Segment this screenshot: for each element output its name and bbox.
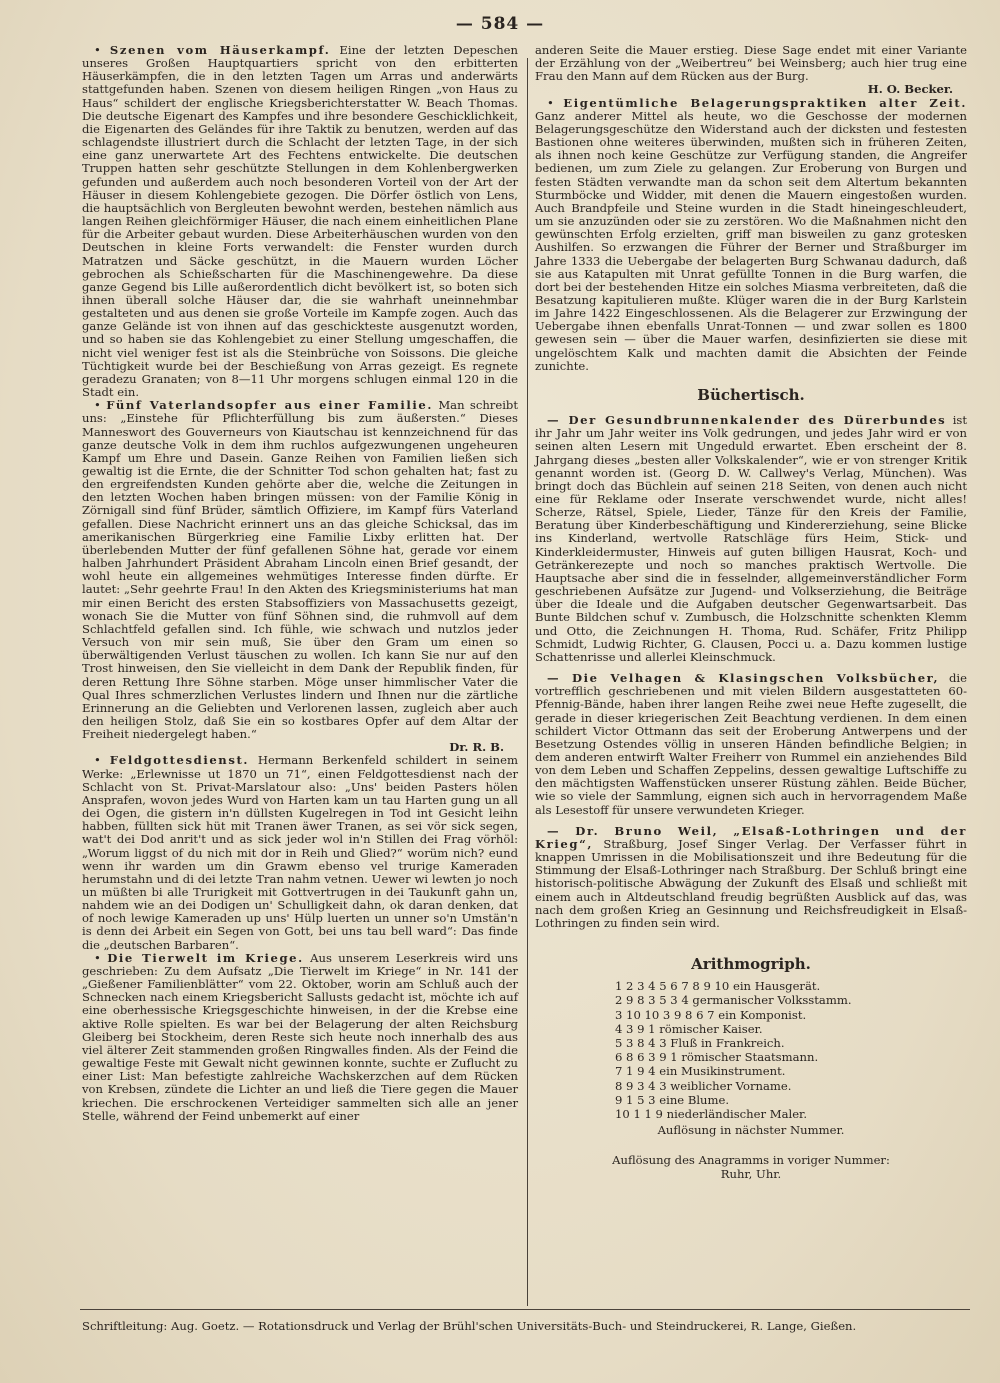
arithmogriph-title: Arithmogriph.: [691, 955, 811, 973]
article-title: Szenen vom Häuserkampf.: [109, 43, 331, 57]
article-tierwelt: • Die Tierwelt im Kriege. Aus unserem Leserkreis wird uns geschrieben: Zu dem Aufsatz „Die Tierwelt im Kriege“ in Nr. 141 der „Gießener Familienblätter“ vom 22. Oktober, worin am Schluß auch der Schnecken nach einem Kriegsbericht Sallusts gedacht ist, möchte ich auf eine oberhessische Kriegsgeschichte hinweisen, in der die Krebse eine aktive Rolle spielten. Es war bei der Belagerung der alten Reichsburg Gleiberg bei Stockheim, deren Reste sich heute noch innerhalb des aus viel älterer Zeit stammenden großen Ringwalles finden. Als der Feind die gewaltige Feste mit Gewalt nicht gewinnen konnte, suchte er Zuflucht zu einer List: Man befestigte zahlreiche Wachskerzchen auf dem Rücken von Krebsen, zündete die Lichter an und ließ die Tiere gegen die Mauer kriechen. Die erschrockenen Verteidiger sammelten sich alle an jener Stelle, während der Feind unbemerkt auf einer: [82, 950, 518, 1123]
article-signature: H. O. Becker.: [867, 82, 953, 97]
article-signature: Dr. R. B.: [449, 740, 504, 755]
arithmogriph-row: 5 3 8 4 3 Fluß in Frankreich.: [615, 1035, 785, 1050]
review-lead: — Dr. Bruno Weil, „Elsaß-Lothringen und der Krieg“,: [535, 823, 967, 851]
section-heading-buechertisch: Büchertisch.: [697, 385, 805, 404]
article-haeuserkampf: • Szenen vom Häuserkampf. Eine der letzten Depeschen unseres Großen Hauptquartiers spricht von den erbitterten Häuserkämpfen, die in den letzten Tagen um Arras und anderwärts stattgefunden haben. Szenen von diesem heiligen Ringen „von Haus zu Haus“ schildert der englische Kriegsberichterstatter W. Beach Thomas. Die deutsche Eigenart des Kampfes und ihre besondere Geschicklichkeit, die Eigenarten des Geländes für ihre Taktik zu benutzen, werden auf das schlagendste illustriert durch die Schlacht der letzten Tage, in der sich eine ganz unerwartete Art des Fechtens entwickelte. Die deutschen Truppen hatten sehr geschützte Stellungen in dem Kohlenbergwerken gefunden und außerdem auch noch besonderen Vorteil von der Art der Häuser in diesem Kohlengebiete gezogen. Die Dörfer östlich von Lens, die hauptsächlich von Bergleuten bewohnt werden, bestehen nämlich aus langen Reihen gleichförmiger Häuser, die nach einem einheitlichen Plane für die Arbeiter gebaut wurden. Diese Arbeiterhäuschen wurden von den Deutschen in kleine Forts verwandelt: die Fenster wurden durch Matratzen und Säcke geschützt, in die Mauern wurden Löcher gebrochen als Schießscharten für die Maschinengewehre. Da diese ganze Gegend bis Lille außerordentlich dicht bevölkert ist, so boten sich ihnen überall solche Häuser dar, die sie wahrhaft uneinnehmbar gestalteten und aus denen sie große Vorteile im Kampfe zogen. Auch das ganze Gelände ist von ihnen auf das geschickteste ausgenutzt worden, und so haben sie das Kohlengebiet zu einer Stellung umgeschaffen, die nicht viel weniger fest ist als die Steinbrüche von Soissons. Die gleiche Tüchtigkeit wurde bei der Beschießung von Arras gezeigt. Es regnete geradezu Granaten; von 8—11 Uhr morgens schlugen einmal 120 in die Stadt ein.: [82, 43, 518, 400]
review-text: Straßburg, Josef Singer Verlag. Der Verfasser führt in knappen Umrissen in die Mobilisationszeit und ihre Bedeutung für die Stimmung der Elsaß-Lothringer nach Straßburg. Der Schluß bringt eine historisch-politische Abwägung der Zukunft des Elsaß und schließt mit einem auch in Altdeutschland freudig begrüßten Ausblick auf das, was nach dem großen Krieg an Gesinnung und Reichsfreudigkeit in Elsaß-Lothringen zu finden sein wird.: [535, 836, 968, 930]
right-column: [535, 44, 967, 1181]
anagram-solution-label: Auflösung des Anagramms in voriger Nummer:: [612, 1153, 890, 1168]
arithmogriph-list: [615, 979, 967, 1121]
arithmogriph-row: 7 1 9 4 ein Musikinstrument.: [615, 1064, 786, 1079]
imprint-footer: Schriftleitung: Aug. Goetz. — Rotationsdruck und Verlag der Brühl'schen Universitäts-Buch- und Steindruckerei, R. Lange, Gießen.: [82, 1319, 857, 1333]
arithmogriph-row: 6 8 6 3 9 1 römischer Staatsmann.: [615, 1050, 819, 1065]
arithmogriph-row: 8 9 3 4 3 weiblicher Vorname.: [615, 1078, 792, 1093]
article-text: Ganz anderer Mittel als heute, wo die Geschosse der modernen Belagerungsgeschütze den Widerstand auch der dicksten und festesten Bastionen ohne weiteres überwinden, mußten sich in früheren Zeiten, als ihnen noch keine Geschütze zur Verfügung standen, die Angreifer bedienen, um zum Ziele zu gelangen. Zur Eroberung von Burgen und festen Städten verwandte man da schon seit dem Altertum bekannten Sturmböcke und Widder, mit denen die Mauern eingestoßen wurden. Auch Brandpfeile und Steine wurden in die Stadt hineingeschleudert, um sie anzuzünden oder sie zu zerstören. Wo die Maßnahmen nicht den gewünschten Erfolg erzielten, griff man bisweilen zu ganz grotesken Aushilfen. So erzwangen die Führer der Berner und Straßburger im Jahre 1333 die Uebergabe der belagerten Burg Schwanau dadurch, daß sie aus Katapulten mit Unrat gefüllte Tonnen in die Burg warfen, die dort bei der bestehenden Hitze ein solches Miasma verbreiteten, daß die Besatzung kapitulieren mußte. Klüger waren die in der Burg Karlstein im Jahre 1422 Eingeschlossenen. Als die Belagerer zur Erzwingung der Uebergabe ihnen ebenfalls Unrat-Tonnen — und zwar sollen es 1800 gewesen sein — über die Mauer warfen, desinfizierten sie diese mit ungelöschtem Kalk und machten damit die Absichten der Feinde zunichte.: [535, 108, 967, 373]
arithmogriph-note: Auflösung in nächster Nummer.: [657, 1123, 845, 1138]
arithmogriph-row: 1 2 3 4 5 6 7 8 9 10 ein Hausgerät.: [615, 979, 821, 994]
review-lead: — Der Gesundbrunnenkalender des Dürerbundes: [547, 413, 947, 428]
book-review-volksbuecher: [535, 672, 967, 817]
book-review-elsass: [535, 825, 967, 930]
article-title: Feldgottesdienst.: [109, 753, 250, 768]
article-title: Eigentümliche Belagerungspraktiken alter Zeit.: [563, 95, 967, 110]
article-feldgottesdienst: • Feldgottesdienst. Hermann Berkenfeld schildert in seinem Werke: „Erlewnisse ut 1870 un 71“, einen Feldgottesdienst nach der Schlacht von St. Privat-Marslatour also: „Uns' beiden Pasters hölen Ansprafen, wovon jedes Wurd von Harten kam un tau Harten gung un all dei Ogen, die gistern in'n düllsten Kugelregen in Tod int Gesicht leihn habben, füllten sick hüt mit Tranen äwer Tranen, as sei vör sick segen, wat't dei Dod anrit't und as sick jeder wol in'n Stillen dei Frag vörhöl: „Worum liggst of du nich mit dor in Reih und Glied?“ worüm nich? eund wenn ihr warden um din Grawm ebenso vel trurige Kameraden herumstahn und di dei letzte Tran nahm vetnen. Uewer wi lewten jo noch un müßten bi alle Trurigkeit mit Gottvertrugen in dei Taukunft gahn un, nahdem wie an dei Dodigen un' Schulligkeit dahn, ok daran denken, dat of noch lewige Kameraden up uns' Hülp luerten un unner so'n Umstän'n is denn dei Arbeit ein Segen von Gott, bei uns tau bell ward“: Das finde die „deutschen Barbaren“.: [82, 753, 518, 952]
review-text: ist ihr Jahr um Jahr weiter ins Volk gedrungen, und jedes Jahr wird er von seinen alten Lesern mit Ungeduld erwartet. Eben erscheint der 8. Jahrgang dieses „besten aller Volkskalender“, wie er von strenger Kritik genannt worden ist. (Georg D. W. Callwey's Verlag, München). Was bringt doch das Büchlein auf seinen 218 Seiten, von denen auch nicht eine für Reklame oder Inserate verschwendet wurde, nicht alles! Scherze, Rätsel, Spiele, Lieder, Tänze für den Kreis der Familie, Beratung über Kinderbeschäftigung und Kindererziehung, seine Blicke ins Kinderland, wertvolle Ratschläge fürs Heim, Stick- und Kinderkleidermuster, Hinweis auf guten billigen Hausrat, Koch- und Getränkerezepte und noch so manches praktisch Wertvolle. Die Hauptsache aber sind die in fesselnder, allgemeinverständlicher Form geschriebenen Aufsätze zur Jugend- und Volkserziehung, die Beiträge über die Ideale und die Aufgaben deutscher Gegenwartsarbeit. Das Bunte Bildchen schuf v. Zumbusch, die Holzschnitte schenkten Klemm und Otto, die Zeichnungen H. Thoma, Rud. Schäfer, Fritz Philipp Schmidt, Ludwig Richter, G. Clausen, Pocci u. a. Dazu kommen lustige Schattenrisse und allerlei Kleinschmuck.: [535, 413, 968, 664]
article-vaterlandsopfer: • Fünf Vaterlandsopfer aus einer Familie. Man schreibt uns: „Einstehe für Pflichterfüllung bis zum äußersten.“ Dieses Manneswort des Gouverneurs von Kiautschau ist kennzeichnend für das ganze deutsche Volk in dem ihm ruchlos aufgezwungenen ungeheuren Kampf um Ehre und Dasein. Ganze Reihen von Familien ließen sich gewaltig ist die Ernte, die der Schnitter Tod schon gehalten hat; fast zu den ergreifendsten Kunden gehörte aber die, welche die Zeitungen in den letzten Wochen haben bringen müssen: von der Familie König in Zörnigall sind fünf Brüder, sämtlich Offiziere, im Kampf fürs Vaterland gefallen. Diese Nachricht erinnert uns an das gleiche Schicksal, das im amerikanischen Bürgerkrieg eine Familie Lixby erlitten hat. Der überlebenden Mutter der fünf gefallenen Söhne hat, gerade vor einem halben Jahrhundert Präsident Abraham Lincoln einen Brief gesandt, der wohl heute ein allgemeines wehmütiges Interesse finden dürfte. Er lautet: „Sehr geehrte Frau! In den Akten des Kriegsministeriums hat man mir einen Bericht des ersten Stabsoffiziers von Massachusetts gezeigt, wonach Sie die Mutter von fünf Söhnen sind, die ruhmvoll auf dem Schlachtfeld gefallen sind. Ich fühle, wie schwach und nutzlos jeder Versuch von mir sein muß, Sie über den Gram um einen so überwältigenden Verlust täuschen zu wollen. Ich kann Sie nur auf den Trost hinweisen, den Sie vielleicht in dem Dank der Republik finden, für deren Rettung Ihre Söhne starben. Möge unser himmlischer Vater die Qual Ihres schmerzlichen Verlustes lindern und Ihnen nur die zärtliche Erinnerung an die Geliebten und Verlorenen lassen, zugleich aber auch den heiligen Stolz, daß Sie ein so kostbares Opfer auf dem Altar der Freiheit niedergelegt haben.“: [82, 398, 519, 742]
article-belagerung: • Eigentümliche Belagerungspraktiken alter Zeit. Ganz anderer Mittel als heute, wo die Geschosse der modernen Belagerungsgeschütze den Widerstand auch der dicksten und festesten Bastionen ohne weiteres überwinden, mußten sich in früheren Zeiten, als ihnen noch keine Geschütze zur Verfügung standen, die Angreifer bedienen, um zum Ziele zu gelangen. Zur Eroberung von Burgen und festen Städten verwandte man da schon seit dem Altertum bekannten Sturmböcke und Widder, mit denen die Mauern eingestoßen wurden. Auch Brandpfeile und Steine wurden in die Stadt hineingeschleudert, um sie anzuzünden oder sie zu zerstören. Wo die Maßnahmen nicht den gewünschten Erfolg erzielten, griff man bisweilen zu ganz grotesken Aushilfen. So erzwangen die Führer der Berner und Straßburger im Jahre 1333 die Uebergabe der belagerten Burg Schwanau dadurch, daß sie aus Katapulten mit Unrat gefüllte Tonnen in die Burg warfen, die dort bei der bestehenden Hitze ein solches Miasma verbreiteten, daß die Besatzung kapitulieren mußte. Klüger waren die in der Burg Karlstein im Jahre 1422 Eingeschlossenen. Als die Belagerer zur Erzwingung der Uebergabe ihnen ebenfalls Unrat-Tonnen — und zwar sollen es 1800 gewesen sein — über die Mauer warfen, desinfizierten sie diese mit ungelöschtem Kalk und machten damit die Absichten der Feinde zunichte.: [535, 95, 967, 373]
arithmogriph-row: 10 1 1 9 niederländischer Maler.: [615, 1106, 808, 1121]
arithmogriph-row: 2 9 8 3 5 3 4 germanischer Volksstamm.: [615, 993, 852, 1008]
page-number: — 584 —: [455, 14, 545, 34]
arithmogriph-row: 4 3 9 1 römischer Kaiser.: [615, 1021, 763, 1036]
book-review-kalender: [535, 414, 967, 664]
review-text: die vortrefflich geschriebenen und mit vielen Bildern ausgestatteten 60-Pfennig-Bände, haben ihrer langen Reihe zwei neue Hefte zugesellt, die gerade in dieser kriegerischen Zeit Beachtung verdienen. In dem einen schildert Victor Ottmann das seit der Eroberung Antwerpens und der Besetzung Ostendes völlig in unseren Händen befindliche Belgien; in dem anderen entwirft Walter Freiherr von Rummel ein anziehendes Bild von dem Leben und Schaffen Zeppelins, dessen gewaltige Luftschiffe zu den mächtigsten Waffenstücken unserer Rüstung zählen. Beide Bücher, wie so viele der Sammlung, eignen sich auch in hervorragendem Maße als Lesestoff für unsere verwundeten Krieger.: [535, 671, 968, 817]
article-continuation: anderen Seite die Mauer erstieg. Diese Sage endet mit einer Variante der Erzählung von der „Weibertreu“ bei Weinsberg; auch hier trug eine Frau den Mann auf dem Rücken aus der Burg.: [535, 43, 967, 84]
article-text: Hermann Berkenfeld schildert in seinem Werke: „Erlewnisse ut 1870 un 71“, einen Feldgottesdienst nach der Schlacht von St. Privat-Marslatour also: „Uns' beiden Pasters hölen Ansprafen, wovon jedes Wurd von Harten kam un tau Harten gung un all dei Ogen, die gistern in'n düllsten Kugelregen in Tod int Gesicht leihn habben, füllten sick hüt mit Tranen äwer Tranen, as sei vör sick segen, wat't dei Dod anrit't und as sick jeder wol in'n Stillen dei Frag vörhöl: „Worum liggst of du nich mit dor in Reih und Glied?“ worüm nich? eund wenn ihr warden um din Grawm ebenso vel trurige Kameraden herumstahn und di dei letzte Tran nahm vetnen. Uewer wi lewten jo noch un müßten bi alle Trurigkeit mit Gottvertrugen in dei Taukunft gahn un, nahdem wie an dei Dodigen un' Schulligkeit dahn, ok daran denken, dat of noch lewige Kameraden up uns' Hülp luerten un unner so'n Umstän'n is denn dei Arbeit ein Segen von Gott, bei uns tau bell ward“: Das finde die „deutschen Barbaren“.: [82, 753, 518, 952]
arithmogriph-row: 3 10 10 3 9 8 6 7 ein Komponist.: [615, 1007, 807, 1022]
column-divider: [527, 58, 528, 1306]
arithmogriph-row: 9 1 5 3 eine Blume.: [615, 1092, 730, 1107]
anagram-solution: Ruhr, Uhr.: [720, 1167, 782, 1182]
review-lead: — Die Velhagen & Klasingschen Volksbücher,: [547, 671, 940, 686]
left-column: [82, 44, 518, 1123]
footer-rule: [80, 1309, 970, 1310]
article-text: Aus unserem Leserkreis wird uns geschrieben: Zu dem Aufsatz „Die Tierwelt im Kriege“ in Nr. 141 der „Gießener Familienblätter“ vom 22. Oktober, worin am Schluß auch der Schnecken nach einem Kriegsbericht Sallusts gedacht ist, möchte ich auf eine oberhessische Kriegsgeschichte hinweisen, in der die Krebse eine aktive Rolle spielten. Es war bei der Belagerung der alten Reichsburg Gleiberg bei Stockheim, deren Reste sich heute noch innerhalb des aus viel älterer Zeit stammenden großen Ringwalles finden. Als der Feind die gewaltige Feste mit Gewalt nicht gewinnen konnte, suchte er Zuflucht zu einer List: Man befestigte zahlreiche Wachskerzchen auf dem Rücken von Krebsen, zündete die Lichter an und ließ die Tiere gegen die Mauer kriechen. Die erschrockenen Verteidiger sammelten sich alle an jener Stelle, während der Feind unbemerkt auf einer: [82, 950, 518, 1123]
article-text: Eine der letzten Depeschen unseres Großen Hauptquartiers spricht von den erbitterten Häuserkämpfen, die in den letzten Tagen um Arras und anderwärts stattgefunden haben. Szenen von diesem heiligen Ringen „von Haus zu Haus“ schildert der englische Kriegsberichterstatter W. Beach Thomas. Die deutsche Eigenart des Kampfes und ihre besondere Geschicklichkeit, die Eigenarten des Geländes für ihre Taktik zu benutzen, werden auf das schlagendste illustriert durch die Schlacht der letzten Tage, in der sich eine ganz unerwartete Art des Fechtens entwickelte. Die deutschen Truppen hatten sehr geschützte Stellungen in dem Kohlenbergwerken gefunden und außerdem auch noch besonderen Vorteil von der Art der Häuser in diesem Kohlengebiete gezogen. Die Dörfer östlich von Lens, die hauptsächlich von Bergleuten bewohnt werden, bestehen nämlich aus langen Reihen gleichförmiger Häuser, die nach einem einheitlichen Plane für die Arbeiter gebaut wurden. Diese Arbeiterhäuschen wurden von den Deutschen in kleine Forts verwandelt: die Fenster wurden durch Matratzen und Säcke geschützt, in die Mauern wurden Löcher gebrochen als Schießscharten für die Maschinengewehre. Da diese ganze Gegend bis Lille außerordentlich dicht bevölkert ist, so boten sich ihnen überall solche Häuser dar, die sie wahrhaft uneinnehmbar gestalteten und aus denen sie große Vorteile im Kampfe zogen. Auch das ganze Gelände ist von ihnen auf das geschickteste ausgenutzt worden, und so haben sie das Kohlengebiet zu einer Stellung umgeschaffen, die nicht viel weniger fest ist als die Steinbrüche von Soissons. Die gleiche Tüchtigkeit wurde bei der Beschießung von Arras gezeigt. Es regnete geradezu Granaten; von 8—11 Uhr morgens schlugen einmal 120 in die Stadt ein.: [82, 43, 518, 400]
article-title: Die Tierwelt im Kriege.: [107, 950, 304, 965]
article-title: Fünf Vaterlandsopfer aus einer Familie.: [106, 398, 433, 413]
article-text: Man schreibt uns: „Einstehe für Pflichterfüllung bis zum äußersten.“ Dieses Manneswort des Gouverneurs von Kiautschau ist kennzeichnend für das ganze deutsche Volk in dem ihm ruchlos aufgezwungenen ungeheuren Kampf um Ehre und Dasein. Ganze Reihen von Familien ließen sich gewaltig ist die Ernte, die der Schnitter Tod schon gehalten hat; fast zu den ergreifendsten Kunden gehörte aber die, welche die Zeitungen in den letzten Wochen haben bringen müssen: von der Familie König in Zörnigall sind fünf Brüder, sämtlich Offiziere, im Kampf fürs Vaterland gefallen. Diese Nachricht erinnert uns an das gleiche Schicksal, das im amerikanischen Bürgerkrieg eine Familie Lixby erlitten hat. Der überlebenden Mutter der fünf gefallenen Söhne hat, gerade vor einem halben Jahrhundert Präsident Abraham Lincoln einen Brief gesandt, der wohl heute ein allgemeines wehmütiges Interesse finden dürfte. Er lautet: „Sehr geehrte Frau! In den Akten des Kriegsministeriums hat man mir einen Bericht des ersten Stabsoffiziers von Massachusetts gezeigt, wonach Sie die Mutter von fünf Söhnen sind, die ruhmvoll auf dem Schlachtfeld gefallen sind. Ich fühle, wie schwach und nutzlos jeder Versuch von mir sein muß, Sie über den Gram um einen so überwältigenden Verlust täuschen zu wollen. Ich kann Sie nur auf den Trost hinweisen, den Sie vielleicht in dem Dank der Republik finden, für deren Rettung Ihre Söhne starben. Möge unser himmlischer Vater die Qual Ihres schmerzlichen Verlustes lindern und Ihnen nur die zärtliche Erinnerung an die Geliebten und Verlorenen lassen, zugleich aber auch den heiligen Stolz, daß Sie ein so kostbares Opfer auf dem Altar der Freiheit niedergelegt haben.“: [82, 398, 519, 742]
